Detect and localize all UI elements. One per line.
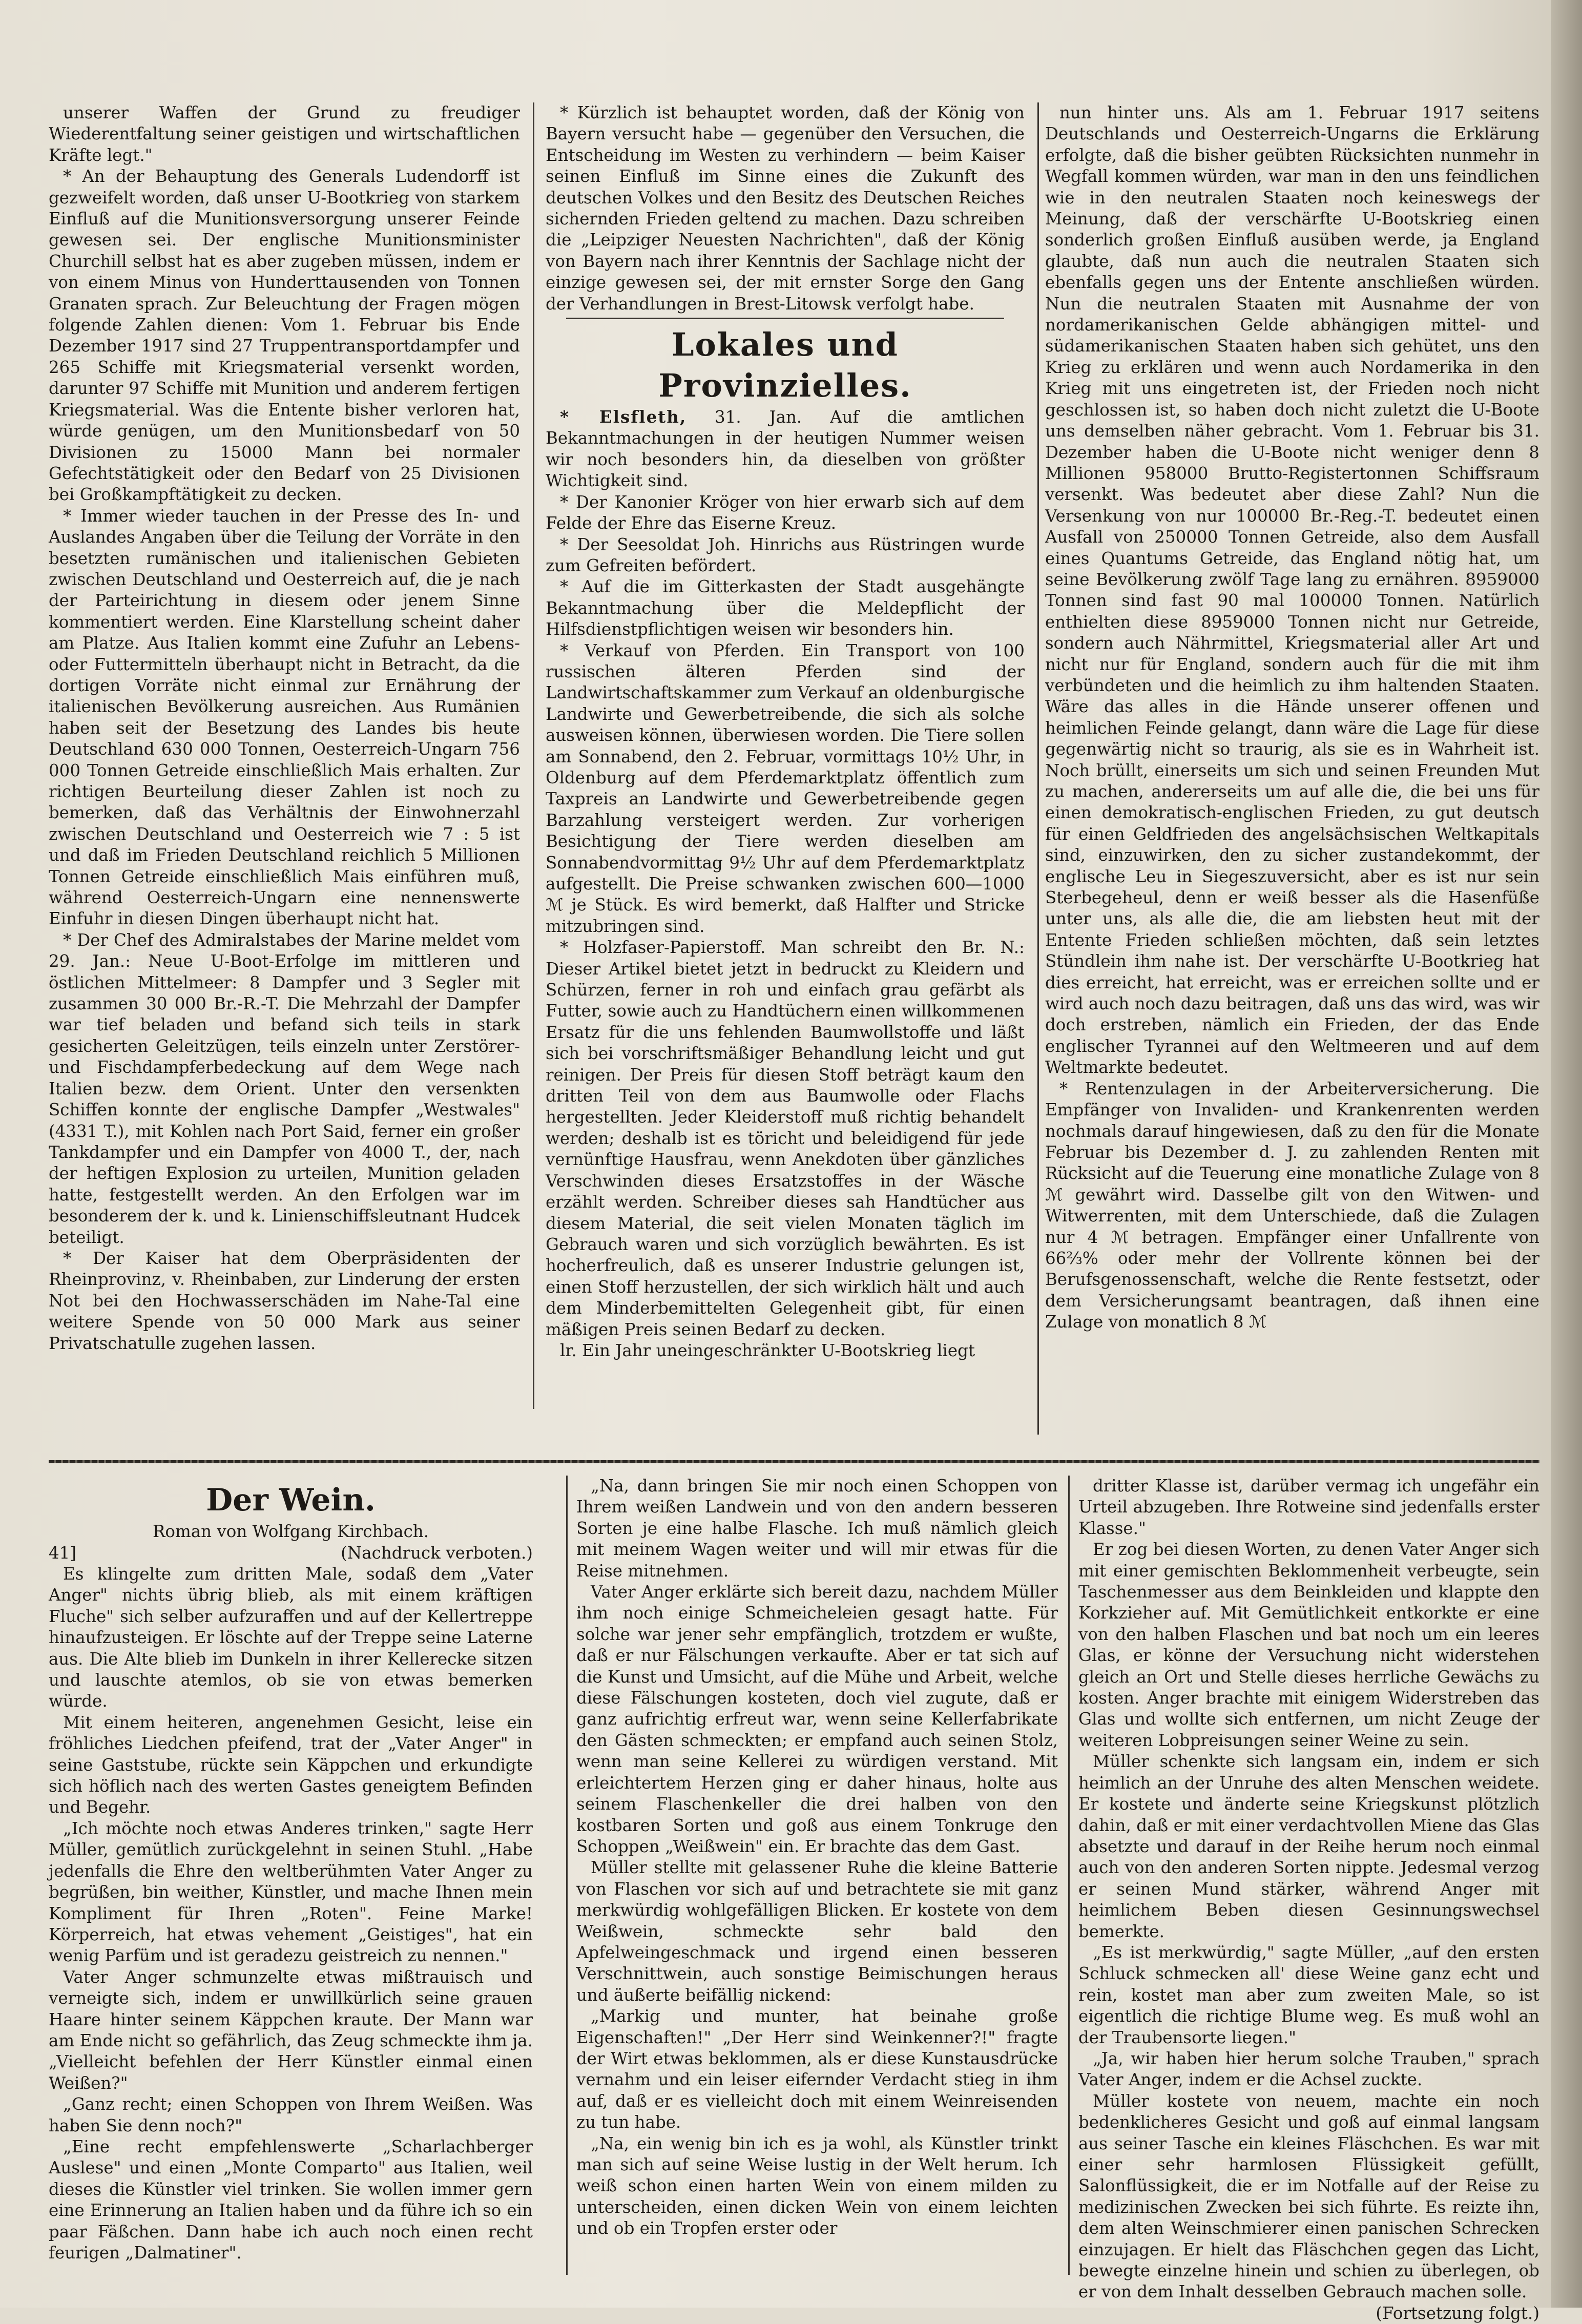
local-news-paragraph: * Der Kanonier Kröger von hier erwarb sich auf dem Felde der Ehre das Eiserne Kreuz. [546,492,1025,533]
serial-col3-paragraph: Er zog bei diesen Worten, zu denen Vater Anger sich mit einer gemischten Beklommenheit verbeugte, sein Taschenmesser aus dem Beinkleiden und klappte den Korkzieher auf. Mit Gemütlichkeit entkorkte er eine von den halben Flaschen und bat noch um ein leeres Glas, er könne der Versuchung nicht widerstehen gleich an Ort und Stelle dieses herrliche Gewächs zu kosten. Anger brachte mit einigem Widerstreben das Glas und wollte sich entfernen, um nicht Zeuge der weiteren Lobpreisungen seiner Weine zu sein. [1078,1540,1539,1750]
serial-col2-paragraph: „Markig und munter, hat beinahe große Eigenschaften!" „Der Herr sind Weinkenner?!" fragte der Wirt etwas beklommen, als er diese Kunstausdrücke vernahm und ein leiser eifernder Verdacht stieg in ihm auf, daß er es vielleicht doch mit einem Weinreisenden zu tun habe. [576,2006,1058,2132]
column-2-local-news [546,492,1025,1362]
column-1-paragraph: * Immer wieder tauchen in der Presse des In- und Auslandes Angaben über die Teilung der Vorräte in den besetzten rumänischen und italienischen Gebieten zwischen Deutschland und Oesterreich auf, die je nach der Parteirichtung in diesem oder jenem Sinne kommentiert werden. Eine Klarstellung scheint daher am Platze. Aus Italien kommt eine Zufuhr an Lebens- oder Futtermitteln überhaupt nicht in Betracht, da die dortigen Vorräte nicht einmal zur Ernährung der italienischen Bevölkerung ausreichen. Aus Rumänien haben seit der Besetzung des Landes bis heute Deutschland 630 000 Tonnen, Oesterreich-Ungarn 756 000 Tonnen Getreide einschließlich Mais erhalten. Zur richtigen Beurteilung dieser Zahlen ist noch zu bemerken, daß das Verhältnis der Einwohnerzahl zwischen Deutschland und Oesterreich wie 7 : 5 ist und daß im Frieden Deutschland reichlich 5 Millionen Tonnen Getreide einschließlich Mais einführen muß, während Oesterreich-Ungarn eine nennenswerte Einfuhr in diesen Dingen überhaupt nicht hat. [49,506,520,929]
continuation-note: (Fortsetzung folgt.) [1376,2303,1539,2323]
column-rule-2 [1037,102,1039,1435]
column-1-paragraph: * An der Behauptung des Generals Ludendorff ist gezweifelt worden, daß unser U-Bootkrieg von starkem Einfluß auf die Munitionsversorgung unserer Feinde gewesen sei. Der englische Munitionsminister Churchill selbst hat es aber zugeben müssen, indem er von einem Minus von Hunderttausenden von Tonnen Granaten sprach. Zur Beleuchtung der Fragen mögen folgende Zahlen dienen: Vom 1. Februar bis Ende Dezember 1917 sind 27 Truppentransportdampfer und 265 Schiffe mit Kriegsmaterial versenkt worden, darunter 97 Schiffe mit Munition und anderem fertigen Kriegsmaterial. Was die Entente bisher verloren hat, würde genügen, um den Munitionsbedarf von 50 Divisionen zu 15000 Mann bei normaler Gefechtstätigkeit oder den Bedarf von 25 Divisionen bei Großkampftätigkeit zu decken. [49,167,520,505]
local-news-paragraph: * Verkauf von Pferden. Ein Transport von 100 russischen älteren Pferden sind der Landwirtschaftskammer zum Verkauf an oldenburgische Landwirte und Gewerbetreibende, die sich als solche ausweisen können, überwiesen worden. Die Tiere sollen am Sonnabend, den 2. Februar, vormittags 10½ Uhr, in Oldenburg auf dem Pferdemarktplatz öffentlich zum Taxpreis an Landwirte und Gewerbetreibende gegen Barzahlung versteigert werden. Zur vorherigen Besichtigung der Tiere werden dieselben am Sonnabendvormittag 9½ Uhr auf dem Pferdemarktplatz aufgestellt. Die Preise schwanken zwischen 600—1000 ℳ je Stück. Es wird bemerkt, daß Halfter und Stricke mitzubringen sind. [546,640,1025,936]
serial-col1-paragraph: „Eine recht empfehlenswerte „Scharlachberger Auslese" und einen „Monte Comparto" aus Italien, weil dieses die Künstler viel trinken. Sie wollen immer gern eine Erinnerung an Italien haben und da führe ich so ein paar Fäßchen. Dann habe ich auch noch einen recht feurigen „Dalmatiner". [49,2136,533,2263]
column-3-paragraph: * Rentenzulagen in der Arbeiterversicherung. Die Empfänger von Invaliden- und Krankenrenten werden nochmals darauf hingewiesen, daß zu den für die Monate Februar bis Dezember d. J. zu zahlenden Renten mit Rücksicht auf die Teuerung eine monatliche Zulage von 8 ℳ gewährt wird. Dasselbe gilt von den Witwen- und Witwerrenten, mit dem Unterschiede, daß die Zulagen nur 4 ℳ betragen. Empfänger einer Unfallrente von 66⅔% oder mehr der Vollrente können bei der Berufsgenossenschaft, welche die Rente festsetzt, oder dem Versicherungsamt beantragen, daß ihnen eine Zulage von monatlich 8 ℳ [1045,1078,1539,1332]
serial-col3-paragraph: Müller schenkte sich langsam ein, indem er sich heimlich an der Unruhe des alten Menschen weidete. Er kostete und änderte seine Kriegskunst plötzlich dahin, daß er mit einer verdachtvollen Miene das Glas absetzte und darauf in der Reihe herum noch einmal auch von den anderen Sorten nippte. Jedesmal verzog er seinen Mund stärker, während Anger mit heimlichem Beben diesen Gesinnungswechsel bemerkte. [1078,1752,1539,1941]
upper-column-3 [1045,102,1539,1450]
column-3-text [1045,102,1539,1333]
serial-col1-paragraph: „Ganz recht; einen Schoppen von Ihrem Weißen. Was haben Sie denn noch?" [49,2094,533,2135]
serial-col1-paragraph: Vater Anger schmunzelte etwas mißtrauisch und verneigte sich, indem er unwillkürlich seine grauen Haare hinter seinem Käppchen kraute. Der Mann war am Ende nicht so gefährlich, das Zeug schmeckte ihm ja. „Vielleicht befehlen der Herr Künstler einmal einen Weißen?" [49,1967,533,2093]
serial-meta-row [49,1542,533,1564]
dateline-paragraph [546,406,1025,492]
serial-col3-paragraph: Müller kostete von neuem, machte ein noch bedenklicheres Gesicht und goß auf einmal langsam aus seiner Tasche ein kleines Fläschchen. Es war mit einer sehr harmlosen Flüssigkeit gefüllt, Salonflüssigkeit, die er im Notfalle auf der Reise zu medizinischen Zwecken bei sich führte. Es reizte ihn, dem alten Weinschmierer einen panischen Schrecken einzujagen. Er hielt das Fläschchen gegen das Licht, bewegte einzelne hinein und schien zu überlegen, ob er von dem Inhalt desselben Gebrauch machen solle. [1078,2091,1539,2302]
serial-column-3-text [1078,1476,1539,2303]
section-heading-rule [566,318,1004,319]
serial-col2-paragraph: Müller stellte mit gelassener Ruhe die kleine Batterie von Flaschen vor sich auf und betrachtete sie mit ganz merkwürdig wohlgefälligen Blicken. Er kostete von dem Weißwein, schmeckte sehr bald den Apfelweingeschmack und irgend einen besseren Verschnittwein, auch sonstige Beimischungen heraus und äußerte beifällig nickend: [576,1858,1058,2005]
dateline-place: * Elsfleth, [560,407,687,427]
column-2-top-paragraph: * Kürzlich ist behauptet worden, daß der König von Bayern versucht habe — gegenüber den Versuchen, die Entscheidung im Westen zu verhindern — beim Kaiser seinen Einfluß im Sinne eines die Zukunft des deutschen Volkes und den Besitz des Deutschen Reiches sichernden Frieden geltend zu machen. Dazu schreiben die „Leipziger Neuesten Nachrichten", daß der König von Bayern nach ihrer Kenntnis der Sachlage nicht der einzige gewesen sei, der mit ernster Sorge den Gang der Verhandlungen in Brest-Litowsk verfolgt habe. [546,103,1025,314]
serial-col1-paragraph: Es klingelte zum dritten Male, sodaß dem „Vater Anger" nichts übrig blieb, als mit einem kräftigen Fluche" sich selber aufzuraffen und auf der Kellertreppe hinaufzusteigen. Er löschte auf der Treppe seine Laterne aus. Die Alte blieb im Dunkeln in ihrer Kellerecke sitzen und lauschte atemlos, ob sie von etwas bemerken würde. [49,1564,533,1711]
serial-rule-2 [1068,1476,1070,2275]
serial-rule-1 [566,1476,568,2275]
serial-col1-paragraph: „Ich möchte noch etwas Anderes trinken," sagte Herr Müller, gemütlich zurückgelehnt in seinen Stuhl. „Habe jedenfalls die Ehre den weltberühmten Vater Anger zu begrüßen, bin weither, Künstler, und mache Ihnen mein Kompliment für Ihren „Roten". Feine Marke! Körperreich, hat etwas vehement „Geistiges", hat ein wenig Parfüm und ist geradezu geistreich zu nennen." [49,1818,533,1966]
serial-title: Der Wein. [206,1482,376,1518]
column-3-paragraph: nun hinter uns. Als am 1. Februar 1917 seitens Deutschlands und Oesterreich-Ungarns die Erklärung erfolgte, daß die bisher geübten Rücksichten nunmehr in Wegfall kommen würden, war man in den uns feindlichen wie in den neutralen Staaten noch keineswegs der Meinung, daß der verschärfte U-Bootskrieg einen sonderlich großen Einfluß ausüben werde, ja England glaubte, daß nun auch die neutralen Staaten sich ebenfalls gegen uns der Entente anschließen würden. Nun die neutralen Staaten mit Ausnahme der von nordamerikanischen Gelde abhängigen mittel- und südamerikanischen Staaten haben sich gehütet, uns den Krieg zu erklären und wenn auch Nordamerika in den Krieg mit uns eingetreten ist, der Frieden noch nicht geschlossen ist, so haben doch nicht zuletzt die U-Boote uns demselben näher gebracht. Vom 1. Februar bis 31. Dezember haben die U-Boote nicht weniger denn 8 Millionen 958000 Brutto-Registertonnen Schiffsraum versenkt. Was bedeutet aber diese Zahl? Nun die Versenkung von nur 100000 Br.-Reg.-T. bedeutet einen Ausfall von 250000 Tonnen Getreide, also dem Ausfall eines Quantums Getreide, das England nötig hat, um seine Bevölkerung zwölf Tage lang zu ernähren. 8959000 Tonnen sind fast 90 mal 100000 Tonnen. Natürlich enthielten diese 8959000 Tonnen nicht nur Getreide, sondern auch Nährmittel, Kriegsmaterial aller Art und nicht nur für England, sondern auch für die mit ihm verbündeten und die heimlich zu ihm haltenden Staaten. Wäre das alles in die Hände unserer offenen und heimlichen Feinde gelangt, dann wäre die Lage für diese gegenwärtig nicht so traurig, als sie es in Wahrheit ist. Noch brüllt, einerseits um sich und seinen Freunden Mut zu machen, andererseits um auf alle die, die bei uns für einen demokratisch-englischen Frieden, zu gut deutsch für einen Geldfrieden des angelsächsischen Weltkapitals sind, einzuwirken, den zu sicher zustandekommt, der englische Leu in Siegeszuversicht, aber es ist nur sein Sterbegeheul, denn er weiß besser als die Hasenfüße unter uns, als alle die, die am liebsten heut mit der Entente Frieden schließen möchten, daß sein letztes Stündlein ihm nahe ist. Der verschärfte U-Bootkrieg hat dies erreicht, hat erreicht, was er erreichen sollte und er wird auch noch dazu beitragen, daß uns das wird, was wir doch erstreben, nämlich ein Frieden, der das Ende englischer Tyrannei auf den Weltmeeren und auf dem Weltmarkte bedeutet. [1045,103,1539,1077]
column-2-top-text [546,102,1025,315]
serial-column-1 [49,1476,533,2275]
section-heading: Lokales und Provinzielles. [658,326,912,405]
upper-column-2 [546,102,1025,1435]
serial-col2-paragraph: „Na, dann bringen Sie mir noch einen Schoppen von Ihrem weißen Landwein und von den andern besseren Sorten je eine halbe Flasche. Ich muß nämlich gleich mit meinem Wagen weiter und will mir etwas für die Reise mitnehmen. [576,1476,1058,1581]
local-news-paragraph: * Auf die im Gitterkasten der Stadt ausgehängte Bekanntmachung über die Meldepflicht der Hilfsdienstpflichtigen weisen wir besonders hin. [546,577,1025,639]
upper-column-1 [49,102,520,1409]
column-1-paragraph: unserer Waffen der Grund zu freudiger Wiederentfaltung seiner geistigen und wirtschaftlichen Kräfte legt." [49,103,520,165]
column-1-text [49,102,520,1354]
serial-number: 41] [49,1543,77,1563]
dateline-date: 31. Jan. [715,407,802,427]
serial-col3-paragraph: „Es ist merkwürdig," sagte Müller, „auf den ersten Schluck schmecken all' diese Weine ganz echt und rein, kostet man aber zum zweiten Male, so ist eigentlich die richtige Blume weg. Es muß wohl an der Traubensorte liegen." [1078,1942,1539,2047]
dateline-text: Auf die amtlichen Bekanntmachungen in der heutigen Nummer weisen wir noch besonders hin, da dieselben von größter Wichtigkeit sind. [546,407,1025,491]
local-news-paragraph: * Der Seesoldat Joh. Hinrichs aus Rüstringen wurde zum Gefreiten befördert. [546,534,1025,575]
column-1-paragraph: * Der Chef des Admiralstabes der Marine meldet vom 29. Jan.: Neue U-Boot-Erfolge im mittleren und östlichen Mittelmeer: 8 Dampfer und 3 Segler mit zusammen 30 000 Br.-R.-T. Die Mehrzahl der Dampfer war tief beladen und befand sich teils in stark gesicherten Geleitzügen, teils einzeln unter Zerstörer- und Fischdampferbedeckung auf dem Wege nach Italien bezw. dem Orient. Unter den versenkten Schiffen konnte der englische Dampfer „Westwales" (4331 T.), mit Kohlen nach Port Said, ferner ein großer Tankdampfer und ein Dampfer von 4000 T., der, nach der heftigen Explosion zu urteilen, Munition geladen hatte, festgestellt werden. An den Erfolgen war im besonderem der k. und k. Linienschiffsleutnant Hudcek beteiligt. [49,930,520,1247]
column-rule-1 [533,102,534,1409]
serial-col2-paragraph: „Na, ein wenig bin ich es ja wohl, als Künstler trinkt man sich auf seine Weise lustig in der Welt herum. Ich weiß schon einen harten Wein von einem milden zu unterscheiden, einen dicken Wein von einem leichten und ob ein Tropfen erster oder [576,2133,1058,2238]
feuilleton-separator [49,1460,1539,1463]
serial-column-2 [576,1476,1058,2275]
serial-col2-paragraph: Vater Anger erklärte sich bereit dazu, nachdem Müller ihm noch einige Schmeicheleien gesagt hatte. Für solche war jener sehr empfänglich, trotzdem er wußte, daß er nur Fälschungen verkaufte. Aber er tat sich auf die Kunst und Umsicht, auf die Mühe und Arbeit, welche diese Fälschungen kosteten, doch viel zugute, daß er ganz aufrichtig erfreut war, wenn seine Kellerfabrikate den Gästen schmeckten; er empfand auch seinen Stolz, wenn man seine Kellerei zu würdigen verstand. Mit erleichtertem Herzen ging er daher hinaus, holte aus seinem Flaschenkeller die drei halben von den kostbaren Sorten und goß aus einem Tonkruge den Schoppen „Weißwein" ein. Er brachte das dem Gast. [576,1582,1058,1856]
serial-author: Roman von Wolfgang Kirchbach. [152,1522,429,1541]
local-news-paragraph: * Holzfaser-Papierstoff. Man schreibt den Br. N.: Dieser Artikel bietet jetzt in bedruckt zu Kleidern und Schürzen, ferner in roh und einfach grau gefärbt als Futter, sowie auch zu Handtüchern einen willkommenen Ersatz für die uns fehlenden Baumwollstoffe und läßt sich bei vorschriftsmäßiger Behandlung leicht und gut reinigen. Der Preis für diesen Stoff beträgt kaum den dritten Teil von dem aus Baumwolle oder Flachs hergestellten. Jeder Kleiderstoff muß richtig behandelt werden; deshalb ist es töricht und beleidigend für jede vernünftige Hausfrau, wenn Anekdoten über gänzliches Verschwinden dieses Ersatzstoffes in der Wäsche erzählt werden. Schreiber dieses sah Handtücher aus diesem Material, die seit vielen Monaten täglich im Gebrauch waren und sich vorzüglich bewährten. Es ist hocherfreulich, daß es unserer Industrie gelungen ist, einen Stoff herzustellen, der sich wirklich hält und auch dem Minderbemittelten Gelegenheit gibt, für einen mäßigen Preis seinen Bedarf zu decken. [546,938,1025,1339]
serial-column-3 [1078,1476,1539,2323]
serial-col3-paragraph: „Ja, wir haben hier herum solche Trauben," sprach Vater Anger, indem er die Achsel zuckte. [1078,2048,1539,2090]
local-news-paragraph: lr. Ein Jahr uneingeschränkter U-Bootskrieg liegt [560,1340,975,1360]
page-edge-shadow [1551,0,1582,2308]
column-1-paragraph: * Der Kaiser hat dem Oberpräsidenten der Rheinprovinz, v. Rheinbaben, zur Linderung der ersten Not bei den Hochwasserschäden im Nahe-Tal eine weitere Spende von 50 000 Mark aus seiner Privatschatulle zugehen lassen. [49,1248,520,1353]
reprint-notice: (Nachdruck verboten.) [341,1543,533,1563]
serial-col1-paragraph: Mit einem heiteren, angenehmen Gesicht, leise ein fröhliches Liedchen pfeifend, trat der „Vater Anger" in seine Gaststube, rückte sein Käppchen und erkundigte sich höflich nach des werten Gastes geneigtem Befinden und Begehr. [49,1712,533,1817]
serial-column-2-text [576,1476,1058,2239]
serial-col3-paragraph: dritter Klasse ist, darüber vermag ich ungefähr ein Urteil abzugeben. Ihre Rotweine sind jedenfalls erster Klasse." [1078,1476,1539,1538]
serial-column-1-text [49,1564,533,2264]
